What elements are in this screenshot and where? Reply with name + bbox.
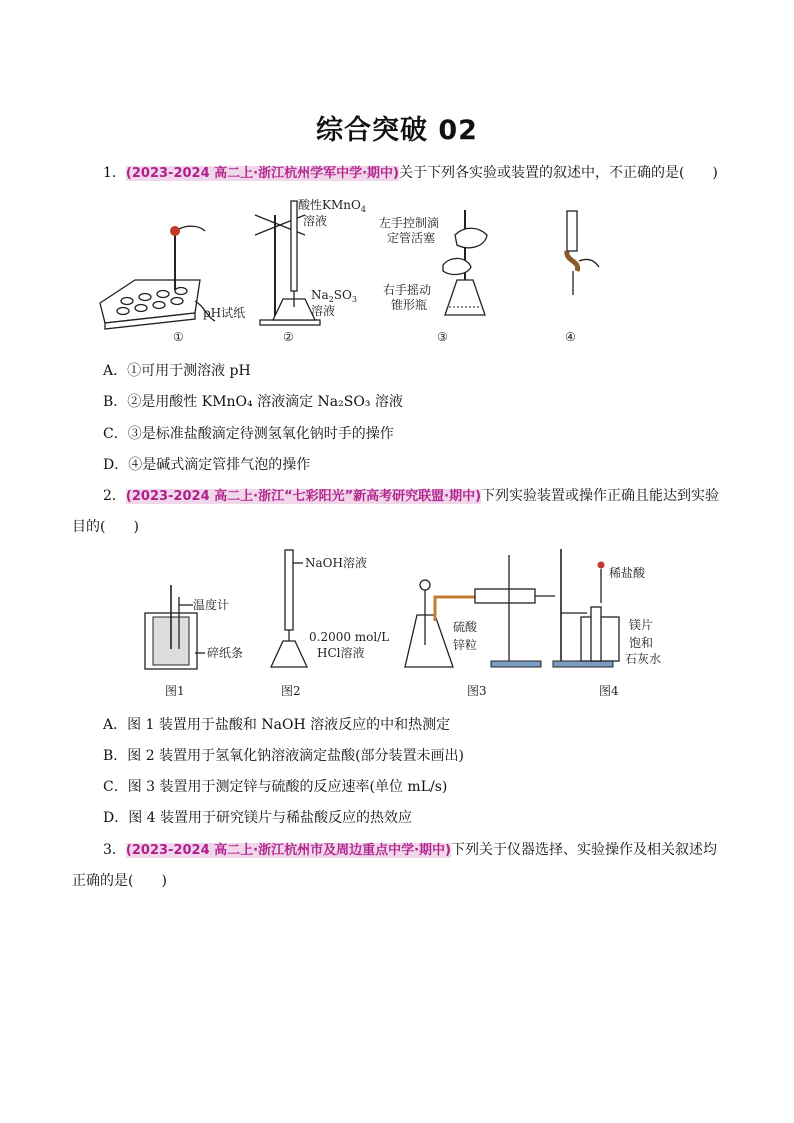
figure-label-2: 图2 (281, 684, 301, 698)
right-hand-label-2: 锥形瓶 (391, 298, 428, 312)
q1-option-a: A．①可用于测溶液 pH (103, 363, 251, 379)
base-burette-apparatus (565, 211, 599, 344)
question-1-stem (103, 163, 718, 184)
titration-hands-apparatus (379, 210, 487, 344)
left-hand-label-2: 定管活塞 (387, 231, 436, 245)
question-source: (2023-2024 高二上·浙江“七彩阳光”新高考研究联盟·期中) (125, 489, 482, 504)
spot-plate-apparatus (100, 226, 245, 344)
titration-apparatus (271, 550, 389, 698)
question-text: 关于下列各实验或装置的叙述中，不正确的是( ) (398, 165, 718, 181)
question-2-stem-cont: 目的( ) (72, 519, 139, 535)
dilute-hcl-label: 稀盐酸 (609, 566, 646, 580)
figure-label-4: 图4 (599, 684, 619, 698)
q2-option-c: C．图 3 装置用于测定锌与硫酸的反应速率(单位 mL/s) (103, 779, 448, 795)
question-3-stem (103, 840, 717, 861)
kmno4-solution-label: 溶液 (303, 214, 328, 228)
naoh-label: NaOH溶液 (305, 556, 367, 570)
q2-option-b: B．图 2 装置用于氢氧化钠溶液滴定盐酸(部分装置未画出) (103, 748, 465, 764)
kmno4-label: 酸性KMnO$_4$ (298, 198, 366, 214)
question-1-figure (95, 195, 615, 345)
right-hand-label-1: 右手摇动 (383, 283, 432, 297)
question-number: 2． (103, 488, 126, 504)
thermal-effect-apparatus (553, 549, 661, 698)
question-source: (2023-2024 高二上·浙江杭州学军中学·期中) (125, 166, 399, 181)
na2so3-label: $Na_2SO_3$ (311, 288, 357, 304)
burette-titration-apparatus (255, 197, 366, 344)
reaction-rate-apparatus (405, 555, 555, 698)
q1-option-b: B．②是用酸性 KMnO₄ 溶液滴定 Na₂SO₃ 溶液 (103, 394, 403, 410)
na2so3-solution-label: 溶液 (311, 304, 336, 318)
concentration-label: 0.2000 mol/L (309, 630, 390, 644)
question-text: 下列关于仪器选择、实验操作及相关叙述均 (450, 842, 717, 858)
question-text: 下列实验装置或操作正确且能达到实验 (481, 488, 720, 504)
question-number: 1． (103, 165, 126, 181)
paper-strips-label: 碎纸条 (207, 646, 244, 660)
figure-label-1: ① (173, 330, 184, 344)
left-hand-label-1: 左手控制滴 (379, 216, 440, 230)
question-source: (2023-2024 高二上·浙江杭州市及周边重点中学·期中) (125, 843, 451, 858)
magnesium-label: 镁片 (629, 618, 654, 632)
ph-paper-label: pH试纸 (203, 306, 246, 320)
thermometer-label: 温度计 (193, 598, 230, 612)
hcl-label: HCl溶液 (317, 646, 365, 660)
q2-option-a: A．图 1 装置用于盐酸和 NaOH 溶液反应的中和热测定 (103, 717, 451, 733)
saturated-label: 饱和 (629, 636, 654, 650)
q1-option-d: D．④是碱式滴定管排气泡的操作 (103, 457, 311, 473)
figure-label-3: ③ (437, 330, 448, 344)
limewater-label: 石灰水 (625, 652, 662, 666)
question-3-stem-cont: 正确的是( ) (72, 873, 167, 889)
question-2-figure (135, 545, 695, 705)
sulfuric-acid-label: 硫酸 (453, 620, 478, 634)
figure-label-4: ④ (565, 330, 576, 344)
q1-option-c: C．③是标准盐酸滴定待测氢氧化钠时手的操作 (103, 426, 394, 442)
question-number: 3． (103, 842, 126, 858)
figure-label-2: ② (283, 330, 294, 344)
zinc-label: 锌粒 (453, 638, 478, 652)
q2-option-d: D．图 4 装置用于研究镁片与稀盐酸反应的热效应 (103, 810, 413, 826)
question-2-stem (103, 486, 719, 507)
figure-label-3: 图3 (467, 684, 487, 698)
calorimeter-apparatus (145, 585, 243, 698)
page-title: 综合突破 02 (316, 115, 478, 146)
figure-label-1: 图1 (165, 684, 185, 698)
